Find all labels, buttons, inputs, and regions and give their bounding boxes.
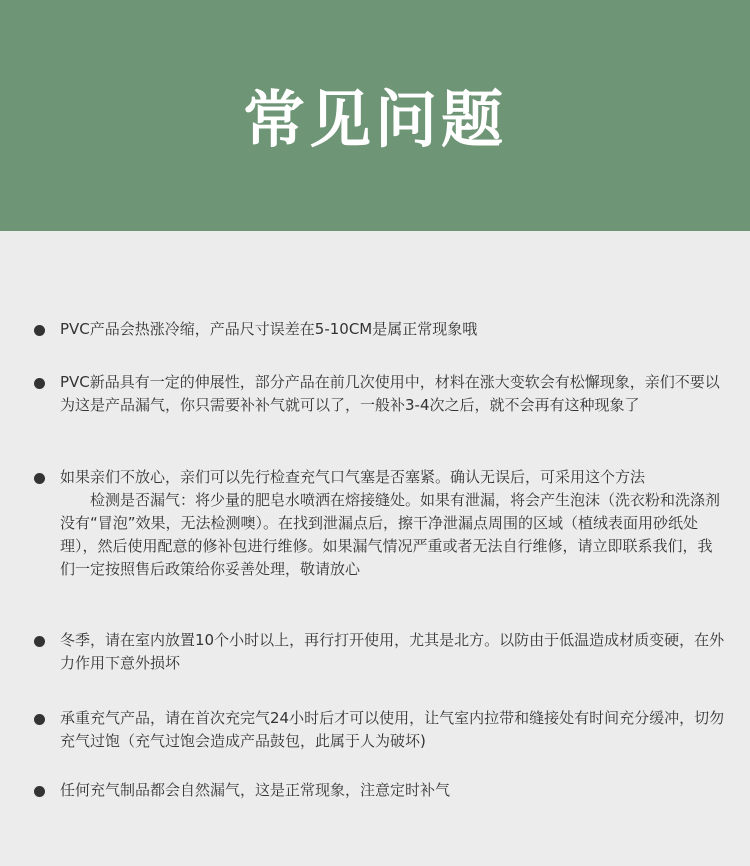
faq-item-text: 承重充气产品，请在首次充完气24小时后才可以使用，让气室内拉带和缝接处有时间充分缓冲，切勿充气过饱（充气过饱会造成产品鼓包，此属于人为破坏) [60,709,725,750]
bullet-icon [34,714,45,725]
faq-item-text: PVC新品具有一定的伸展性，部分产品在前几次使用中，材料在涨大变软会有松懈现象，亲们不要以为这是产品漏气，你只需要补补气就可以了，一般补3-4次之后，就不会再有这种现象了 [60,373,720,414]
faq-item-text: 冬季，请在室内放置10个小时以上，再行打开使用，尤其是北方。以防由于低温造成材质变硬，在外力作用下意外损坏 [60,631,725,672]
faq-item-body [60,466,725,581]
faq-item-text: 任何充气制品都会自然漏气，这是正常现象，注意定时补气 [60,781,451,799]
bullet-icon [34,636,45,647]
bullet-icon [34,325,45,336]
bullet-icon [34,473,45,484]
bullet-icon [34,378,45,389]
bullet-icon [34,786,45,797]
faq-item-text: PVC产品会热涨冷缩，产品尺寸误差在5-10CM是属正常现象哦 [60,320,478,338]
page-title: 常见问题 [242,83,507,156]
faq-item-text: 如果亲们不放心，亲们可以先行检查充气口气塞是否塞紧。确认无误后，可采用这个方法 [60,468,646,486]
faq-item-subtext: 检测是否漏气：将少量的肥皂水喷洒在熔接缝处。如果有泄漏，将会产生泡沫（洗衣粉和洗涤剂没有“冒泡”效果，无法检测噢）。在找到泄漏点后，擦干净泄漏点周围的区域（植绒表面用砂纸处理），然后使用配意的修补包进行维修。如果漏气情况严重或者无法自行维修，请立即联系我们，我们一定按照售后政策给你妥善处理，敬请放心 [60,491,721,578]
